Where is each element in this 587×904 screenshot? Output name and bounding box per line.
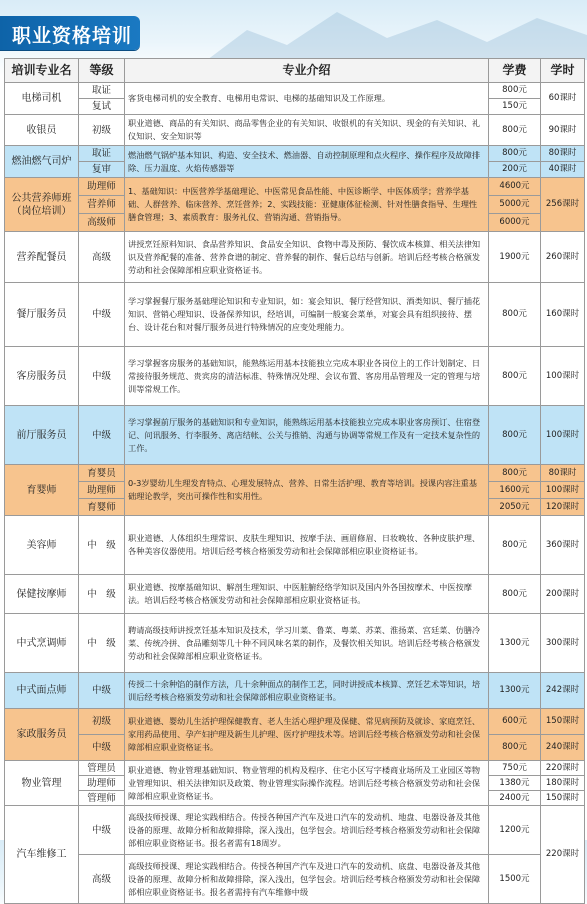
table-row bbox=[5, 232, 585, 283]
course-description: 学习掌握餐厅服务基础理论知识和专业知识，如：宴会知识、餐厅经营知识、酒类知识、餐厅插花知识、营销心理知识、设备保养知识，经培训，可编制一般宴会菜单，对宴会具有组织接待、摆台、设计花台和对餐厅服务员进行特殊情况的应变处理能力。 bbox=[125, 283, 489, 347]
course-description: 职业道德、物业管理基础知识、物业管理的机构及程序、住宅小区写字楼商业场所及工业园区等物业管理知识、相关法律知识及政策、物业管理实际操作流程。培训后经考核合格颁发劳动和社会保障部相应职业资格证书。 bbox=[125, 761, 489, 806]
course-fee: 6000元 bbox=[489, 214, 541, 232]
course-name: 家政服务员 bbox=[5, 709, 79, 761]
course-fee: 5000元 bbox=[489, 196, 541, 214]
table-row bbox=[5, 614, 585, 673]
course-description: 职业道德、按摩基础知识、解剖生理知识、中医脏腑经络学知识及国内外各国按摩术、中医按摩法。培训后经考核合格颁发劳动和社会保障部相应职业资格证书。 bbox=[125, 575, 489, 614]
course-level: 高级 bbox=[79, 232, 125, 283]
course-fee: 4600元 bbox=[489, 178, 541, 196]
course-fee: 800元 bbox=[489, 575, 541, 614]
section-title: 职业资格培训 bbox=[12, 25, 133, 47]
course-name: 中式烹调师 bbox=[5, 614, 79, 673]
course-level: 中级 bbox=[79, 347, 125, 406]
course-fee: 1200元 bbox=[489, 806, 541, 855]
course-fee: 800元 bbox=[489, 347, 541, 406]
header-fee: 学费 bbox=[489, 59, 541, 83]
course-name: 保健按摩师 bbox=[5, 575, 79, 614]
course-level: 育婴师 bbox=[79, 499, 125, 516]
course-fee: 1300元 bbox=[489, 673, 541, 709]
course-level: 取证 bbox=[79, 83, 125, 99]
course-hours: 180课时 bbox=[541, 776, 585, 791]
course-level: 营养师 bbox=[79, 196, 125, 214]
course-level: 中 级 bbox=[79, 614, 125, 673]
course-hours: 160课时 bbox=[541, 283, 585, 347]
course-fee: 800元 bbox=[489, 283, 541, 347]
course-fee: 750元 bbox=[489, 761, 541, 776]
header-description: 专业介绍 bbox=[125, 59, 489, 83]
course-hours: 260课时 bbox=[541, 232, 585, 283]
course-level: 中级 bbox=[79, 806, 125, 855]
course-fee: 800元 bbox=[489, 146, 541, 162]
course-fee: 1380元 bbox=[489, 776, 541, 791]
course-name: 公共营养师班（岗位培训） bbox=[5, 178, 79, 232]
table-row bbox=[5, 146, 585, 162]
table-row bbox=[5, 178, 585, 196]
course-hours: 80课时 bbox=[541, 146, 585, 162]
course-fee: 800元 bbox=[489, 83, 541, 99]
course-description: 客货电梯司机的安全教育、电梯用电常识、电梯的基础知识及工作原理。 bbox=[125, 83, 489, 115]
table-row bbox=[5, 709, 585, 735]
table-header-row bbox=[5, 59, 585, 83]
course-fee: 2050元 bbox=[489, 499, 541, 516]
course-description: 传授二十余种馅的制作方法，几十余种面点的制作工艺，同时讲授成本核算、烹饪艺术等知识，培训后经考核合格颁发劳动和社会保障部相应职业资格证书。 bbox=[125, 673, 489, 709]
course-level: 取证 bbox=[79, 146, 125, 162]
course-description: 燃油燃气锅炉基本知识、构造、安全技术、燃油器、自动控制原理和点火程序、操作程序及故障排除、压力温度、火焰传感器等 bbox=[125, 146, 489, 178]
course-hours: 220课时 bbox=[541, 761, 585, 776]
course-hours: 240课时 bbox=[541, 735, 585, 761]
course-description: 讲授烹饪原料知识、食品营养知识、食品安全知识、食物中毒及预防、餐饮成本核算、相关法律知识及营养配餐的准备、营养食谱的制定、营养餐的制作、餐后总结与创新。培训后经考核合格颁发劳动和社会保障部相应职业资格证书。 bbox=[125, 232, 489, 283]
course-hours: 60课时 bbox=[541, 83, 585, 115]
course-hours: 90课时 bbox=[541, 115, 585, 146]
course-name: 营养配餐员 bbox=[5, 232, 79, 283]
course-hours: 150课时 bbox=[541, 709, 585, 735]
training-table bbox=[4, 58, 585, 904]
course-level: 高级师 bbox=[79, 214, 125, 232]
course-description: 职业道德、人体组织生理常识、皮肤生理知识、按摩手法、画眉修眉、日妆晚妆、各种皮肤护理、各种美容仪器使用。培训后经考核合格颁发劳动和社会保障部相应职业资格证书。 bbox=[125, 516, 489, 575]
table-row bbox=[5, 347, 585, 406]
course-name: 收银员 bbox=[5, 115, 79, 146]
course-hours: 360课时 bbox=[541, 516, 585, 575]
course-fee: 150元 bbox=[489, 99, 541, 115]
course-fee: 800元 bbox=[489, 516, 541, 575]
course-level: 中 级 bbox=[79, 575, 125, 614]
course-description: 学习掌握前厅服务的基础知识和专业知识，能熟练运用基本技能独立完成本职业客房预订、住宿登记、问讯服务、行李服务、离店结帐、公关与推销、沟通与协调等常规工作及有一定技术复杂性的工作。 bbox=[125, 406, 489, 465]
course-description: 高级技师授课、理论实践相结合。传授各种国产汽车及进口汽车的发动机、地盘、电器设备及其他设备的原理、故障分析和故障排除，深入浅出，包学包会。培训后经考核合格颁发劳动和社会保障部相应职业资格证书。报名者需有18周岁。 bbox=[125, 806, 489, 855]
course-fee: 800元 bbox=[489, 465, 541, 482]
header-level: 等级 bbox=[79, 59, 125, 83]
table-row bbox=[5, 406, 585, 465]
course-hours: 242课时 bbox=[541, 673, 585, 709]
table-row bbox=[5, 516, 585, 575]
mountain-decoration bbox=[207, 0, 587, 60]
table-body bbox=[5, 83, 585, 904]
course-level: 助理师 bbox=[79, 776, 125, 791]
course-level: 中级 bbox=[79, 406, 125, 465]
table-row bbox=[5, 115, 585, 146]
course-level: 中级 bbox=[79, 673, 125, 709]
course-hours: 100课时 bbox=[541, 406, 585, 465]
course-fee: 800元 bbox=[489, 735, 541, 761]
course-hours: 220课时 bbox=[541, 806, 585, 904]
course-hours: 200课时 bbox=[541, 575, 585, 614]
course-description: 0-3岁婴幼儿生理发育特点、心理发展特点、营养、日常生活护理、教育等培训。授课内容注重基础理论教学，突出可操作性和实用性。 bbox=[125, 465, 489, 516]
course-level: 管理师 bbox=[79, 791, 125, 806]
course-hours: 100课时 bbox=[541, 347, 585, 406]
course-hours: 100课时 bbox=[541, 482, 585, 499]
course-level: 高级 bbox=[79, 855, 125, 904]
course-name: 美容师 bbox=[5, 516, 79, 575]
course-name: 育婴师 bbox=[5, 465, 79, 516]
course-level: 助理师 bbox=[79, 178, 125, 196]
header-hours: 学时 bbox=[541, 59, 585, 83]
course-description: 高级技师授课、理论实践相结合。传授各种国产汽车及进口汽车的发动机、底盘、电器设备及其他设备的原理、故障分析和故障排除，深入浅出，包学包会。培训后经考核合格颁发劳动和社会保障部相应职业资格证书。报名者需持有汽车维修中级 bbox=[125, 855, 489, 904]
course-fee: 800元 bbox=[489, 406, 541, 465]
course-fee: 200元 bbox=[489, 162, 541, 178]
course-description: 职业道德、商品的有关知识、商品零售企业的有关知识、收银机的有关知识、现金的有关知识、礼仪知识、安全知识等 bbox=[125, 115, 489, 146]
course-level: 中 级 bbox=[79, 516, 125, 575]
course-level: 管理员 bbox=[79, 761, 125, 776]
course-fee: 2400元 bbox=[489, 791, 541, 806]
table-row bbox=[5, 283, 585, 347]
course-description: 职业道德、婴幼儿生活护理保健教育、老人生活心理护理及保健、常见病预防及就诊、家庭烹饪、家用药品使用、孕产妇护理及新生儿护理、医疗护理技术等。培训后经考核合格颁发劳动和社会保障部相应职业资格证书。 bbox=[125, 709, 489, 761]
course-level: 复试 bbox=[79, 99, 125, 115]
course-level: 中级 bbox=[79, 735, 125, 761]
course-description: 学习掌握客房服务的基础知识，能熟练运用基本技能独立完成本职业各岗位上的工作计划制定、日常接待服务规范、贵宾房的清洁标准、特殊情况处理、会议布置、客房用品管理及一定的管理与培训等常规工作。 bbox=[125, 347, 489, 406]
course-fee: 1300元 bbox=[489, 614, 541, 673]
course-description: 1、基础知识：中医营养学基础理论、中医常见食品性能、中医诊断学、中医体质学；营养学基础、人群营养、临床营养、烹饪营养；2、实践技能：亚健康体征检测、针对性膳食指导、生理性膳食管理；3、素质教育：服务礼仪、营销沟通、营销指导。 bbox=[125, 178, 489, 232]
course-hours: 120课时 bbox=[541, 499, 585, 516]
course-name: 中式面点师 bbox=[5, 673, 79, 709]
course-level: 复审 bbox=[79, 162, 125, 178]
table-row bbox=[5, 465, 585, 482]
course-hours: 256课时 bbox=[541, 178, 585, 232]
table-row bbox=[5, 855, 585, 904]
course-fee: 1900元 bbox=[489, 232, 541, 283]
course-hours: 40课时 bbox=[541, 162, 585, 178]
course-hours: 150课时 bbox=[541, 791, 585, 806]
table-row bbox=[5, 806, 585, 855]
course-name: 餐厅服务员 bbox=[5, 283, 79, 347]
course-fee: 800元 bbox=[489, 115, 541, 146]
course-hours: 80课时 bbox=[541, 465, 585, 482]
course-hours: 300课时 bbox=[541, 614, 585, 673]
course-name: 电梯司机 bbox=[5, 83, 79, 115]
course-name: 物业管理 bbox=[5, 761, 79, 806]
section-title-banner bbox=[0, 16, 140, 50]
course-fee: 600元 bbox=[489, 709, 541, 735]
course-level: 初级 bbox=[79, 115, 125, 146]
course-level: 助理师 bbox=[79, 482, 125, 499]
course-name: 燃油燃气司炉 bbox=[5, 146, 79, 178]
course-name: 客房服务员 bbox=[5, 347, 79, 406]
table-row bbox=[5, 83, 585, 99]
course-fee: 1600元 bbox=[489, 482, 541, 499]
header-name: 培训专业名 bbox=[5, 59, 79, 83]
course-level: 中级 bbox=[79, 283, 125, 347]
course-fee: 1500元 bbox=[489, 855, 541, 904]
table-row bbox=[5, 673, 585, 709]
course-name: 前厅服务员 bbox=[5, 406, 79, 465]
table-row bbox=[5, 761, 585, 776]
course-level: 育婴员 bbox=[79, 465, 125, 482]
course-name: 汽车维修工 bbox=[5, 806, 79, 904]
table-row bbox=[5, 575, 585, 614]
course-description: 聘请高级技师讲授烹饪基本知识及技术，学习川菜、鲁菜、粤菜、苏菜、淮扬菜、宫廷菜、仿膳冷菜、传统冷拼、食品雕刻等几十种不同风味名菜的制作，及餐饮相关知识。培训后经考核合格颁发劳动和社会保障部相应职业资格证书。 bbox=[125, 614, 489, 673]
course-level: 初级 bbox=[79, 709, 125, 735]
